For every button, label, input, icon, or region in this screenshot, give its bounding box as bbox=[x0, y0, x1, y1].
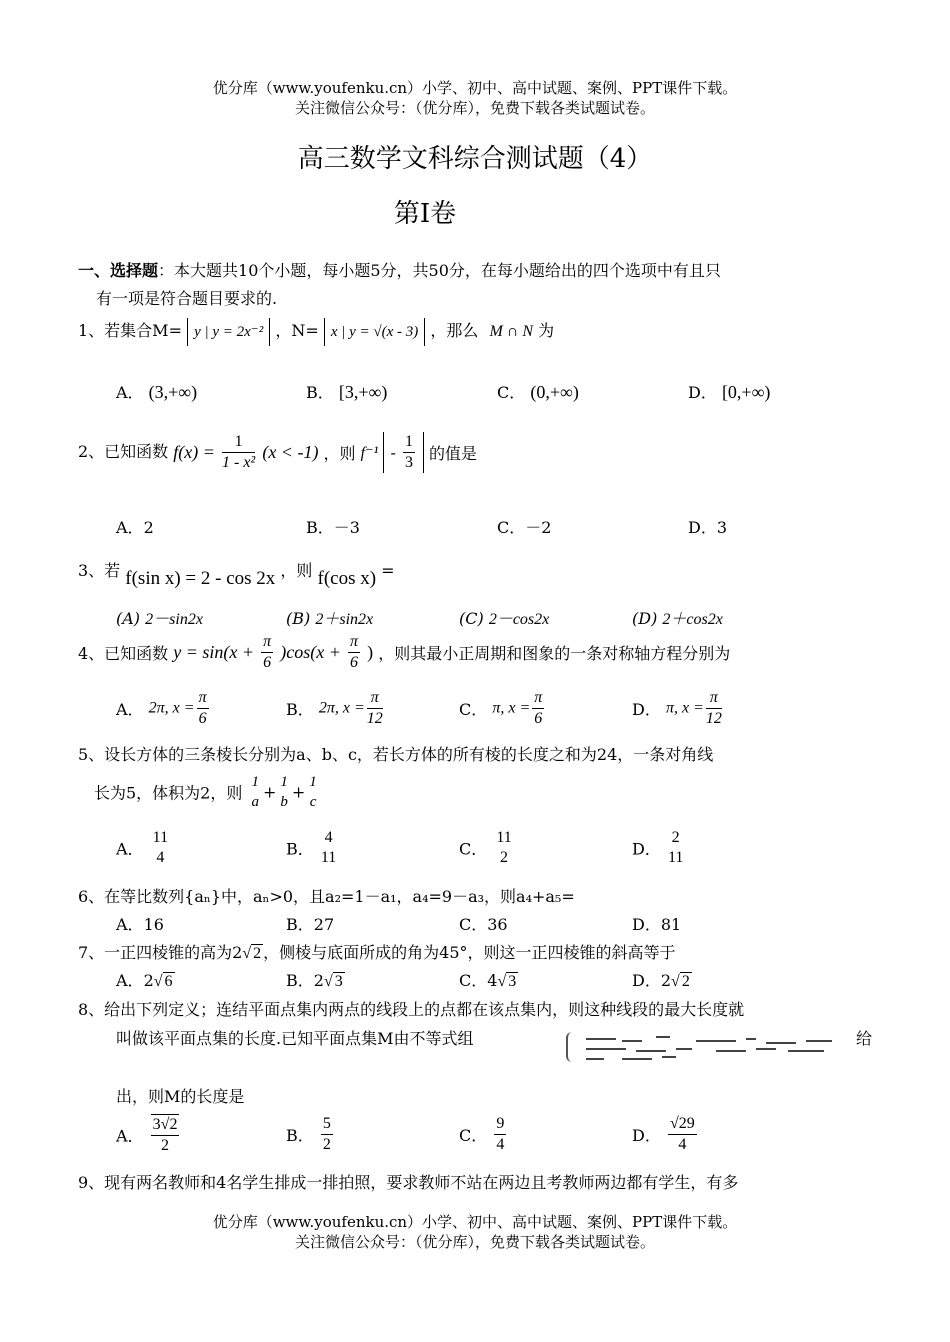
q6-option-c: C．36 bbox=[459, 915, 508, 934]
q3-text-1: 3、若 bbox=[78, 561, 121, 580]
q8-text-2: 叫做该平面点集的长度.已知平面点集M由不等式组 bbox=[116, 1029, 474, 1048]
section-desc: ：本大题共10个小题，每小题5分，共50分，在每小题给出的四个选项中有且只 bbox=[158, 261, 721, 280]
q1-text-1: 1、若集合M= bbox=[78, 321, 182, 340]
question-4 bbox=[78, 632, 730, 673]
footer-line-2: 关注微信公众号：（优分库），免费下载各类试题试卷。 bbox=[294, 1233, 655, 1251]
q8-option-c: C． $\frac{9}{4}$ bbox=[459, 1115, 505, 1153]
question-9: 9、现有两名教师和4名学生排成一排拍照，要求教师不站在两边且考教师两边都有学生，有多 bbox=[78, 1173, 739, 1192]
q4-text-2: ，则其最小正周期和图象的一条对称轴方程分别为 bbox=[378, 644, 731, 663]
question-3 bbox=[78, 558, 395, 589]
q4-option-b: B． 2π, x = $\frac{\pi}{12}$ bbox=[286, 689, 383, 727]
q8-text-1: 8、给出下列定义；连结平面点集内两点的线段上的点都在该点集内，则这种线段的最大长度就 bbox=[78, 1000, 745, 1019]
q1-option-d: D． [0,+∞) bbox=[688, 382, 771, 402]
q5-text-1: 5、设长方体的三条棱长分别为a、b、c，若长方体的所有棱的长度之和为24，一条对角线 bbox=[78, 745, 714, 764]
q5-text-2: 长为5，体积为2，则 bbox=[94, 783, 243, 803]
q1-option-b: B． [3,+∞) bbox=[306, 382, 388, 402]
q8-option-d: D． $\frac{√29}{4}$ bbox=[632, 1115, 695, 1153]
q4-y: y = sin(x + bbox=[173, 642, 255, 662]
q6-option-d: D．81 bbox=[632, 915, 682, 934]
q7-text-1: 7、一正四棱锥的高为2 bbox=[78, 943, 243, 962]
q2-text-3: 的值是 bbox=[429, 444, 478, 463]
q1-set-m: y | y = 2x⁻² bbox=[187, 318, 270, 346]
q3-option-c: (C) 2－cos2x bbox=[459, 609, 550, 628]
volume-title: 第Ⅰ卷 bbox=[393, 199, 457, 229]
q7-text-2: ，侧棱与底面所成的角为45°，则这一正四棱锥的斜高等于 bbox=[263, 943, 676, 962]
question-1 bbox=[78, 318, 554, 341]
inequality-system-image bbox=[566, 1030, 852, 1064]
q2-finv: f⁻¹ bbox=[360, 444, 379, 462]
q7-option-d: D．2√ 2 bbox=[632, 971, 690, 990]
q3-expr-2: f(cos x) bbox=[317, 568, 377, 589]
q1-text-2: ，N= bbox=[275, 321, 319, 340]
q1-option-a: A． (3,+∞) bbox=[116, 382, 198, 402]
q7-radical: √ 2 bbox=[242, 945, 262, 962]
q4-frac-1: $\frac{\pi}{6}$ bbox=[263, 633, 272, 671]
q2-option-b: B．－3 bbox=[306, 518, 360, 537]
q2-fraction: $\frac{1}{\text{1 - x²}}$ bbox=[222, 433, 256, 471]
q3-option-a: (A) 2－sin2x bbox=[116, 609, 203, 628]
q6-option-b: B．27 bbox=[286, 915, 335, 934]
section-intro bbox=[78, 258, 721, 281]
q2-text-1: 2、已知函数 bbox=[78, 442, 169, 461]
q8-option-b: B． $\frac{5}{2}$ bbox=[286, 1115, 331, 1153]
q4-mid: )cos(x + bbox=[280, 642, 341, 662]
q4-frac-2: $\frac{\pi}{6}$ bbox=[349, 633, 358, 671]
q4-end: ) bbox=[367, 642, 374, 662]
footer-line-1: 优分库（www.youfenku.cn）小学、初中、高中试题、案例、PPT课件下载。 bbox=[212, 1213, 738, 1231]
q2-option-d: D．3 bbox=[688, 518, 728, 537]
q3-expr-1: f(sin x) = 2 - cos 2x bbox=[125, 568, 276, 589]
q6-option-a: A．16 bbox=[116, 915, 164, 934]
q3-text-2: ，则 bbox=[280, 561, 313, 580]
q7-option-c: C．4√ 3 bbox=[459, 971, 517, 990]
q1-expr: M ∩ N bbox=[489, 323, 534, 340]
q5-option-c: C． 11 2 bbox=[459, 829, 512, 866]
q4-option-c: C． π, x = $\frac{\pi}{6}$ bbox=[459, 689, 543, 727]
q1-set-n: x | y = √(x - 3) bbox=[324, 318, 425, 346]
q8-option-a: A． $\frac{3√2}{2}$ bbox=[116, 1116, 178, 1154]
question-2 bbox=[78, 432, 477, 473]
q4-option-d: D． π, x = $\frac{\pi}{12}$ bbox=[632, 689, 722, 727]
question-5-line-2: 长为5，体积为2，则 1 a + 1 b + 1 c bbox=[94, 774, 317, 810]
q1-text-4: 为 bbox=[538, 321, 555, 340]
q2-argument: - $\frac{1}{3}$ bbox=[383, 432, 424, 473]
q4-option-a: A． 2π, x = $\frac{\pi}{6}$ bbox=[116, 689, 207, 727]
q8-text-3: 给 bbox=[856, 1029, 873, 1048]
section-desc-2: 有一项是符合题目要求的. bbox=[96, 289, 278, 308]
q3-text-3: = bbox=[381, 561, 395, 580]
q3-option-d: (D) 2＋cos2x bbox=[632, 609, 723, 628]
question-7 bbox=[78, 940, 676, 963]
q1-option-c: C． (0,+∞) bbox=[497, 382, 579, 402]
q8-text-4: 出，则M的长度是 bbox=[116, 1087, 245, 1106]
q5-option-a: A． 11 4 bbox=[116, 829, 169, 866]
q7-option-a: A．2√ 6 bbox=[116, 971, 173, 990]
question-6: 6、在等比数列{aₙ}中，aₙ>0，且a₂=1－a₁，a₄=9－a₃，则a₄+a₅= bbox=[78, 887, 575, 906]
header-line-2: 关注微信公众号：（优分库），免费下载各类试题试卷。 bbox=[294, 99, 655, 117]
q2-f: f(x) = bbox=[173, 442, 215, 462]
q2-text-2: ，则 bbox=[323, 444, 356, 463]
q7-option-b: B．2√ 3 bbox=[286, 971, 343, 990]
q2-option-c: C．－2 bbox=[497, 518, 552, 537]
header-line-1: 优分库（www.youfenku.cn）小学、初中、高中试题、案例、PPT课件下载。 bbox=[212, 79, 738, 97]
q1-text-3: ，那么 bbox=[430, 321, 479, 340]
q5-option-b: B． 4 11 bbox=[286, 829, 337, 866]
page-title: 高三数学文科综合测试题（4） bbox=[297, 144, 653, 174]
q2-option-a: A．2 bbox=[116, 518, 154, 537]
q4-text-1: 4、已知函数 bbox=[78, 644, 169, 663]
q5-option-d: D． 2 11 bbox=[632, 829, 684, 866]
section-label: 一、选择题 bbox=[78, 261, 159, 280]
q2-condition: (x < -1) bbox=[262, 442, 319, 462]
q3-option-b: (B) 2＋sin2x bbox=[286, 609, 374, 628]
